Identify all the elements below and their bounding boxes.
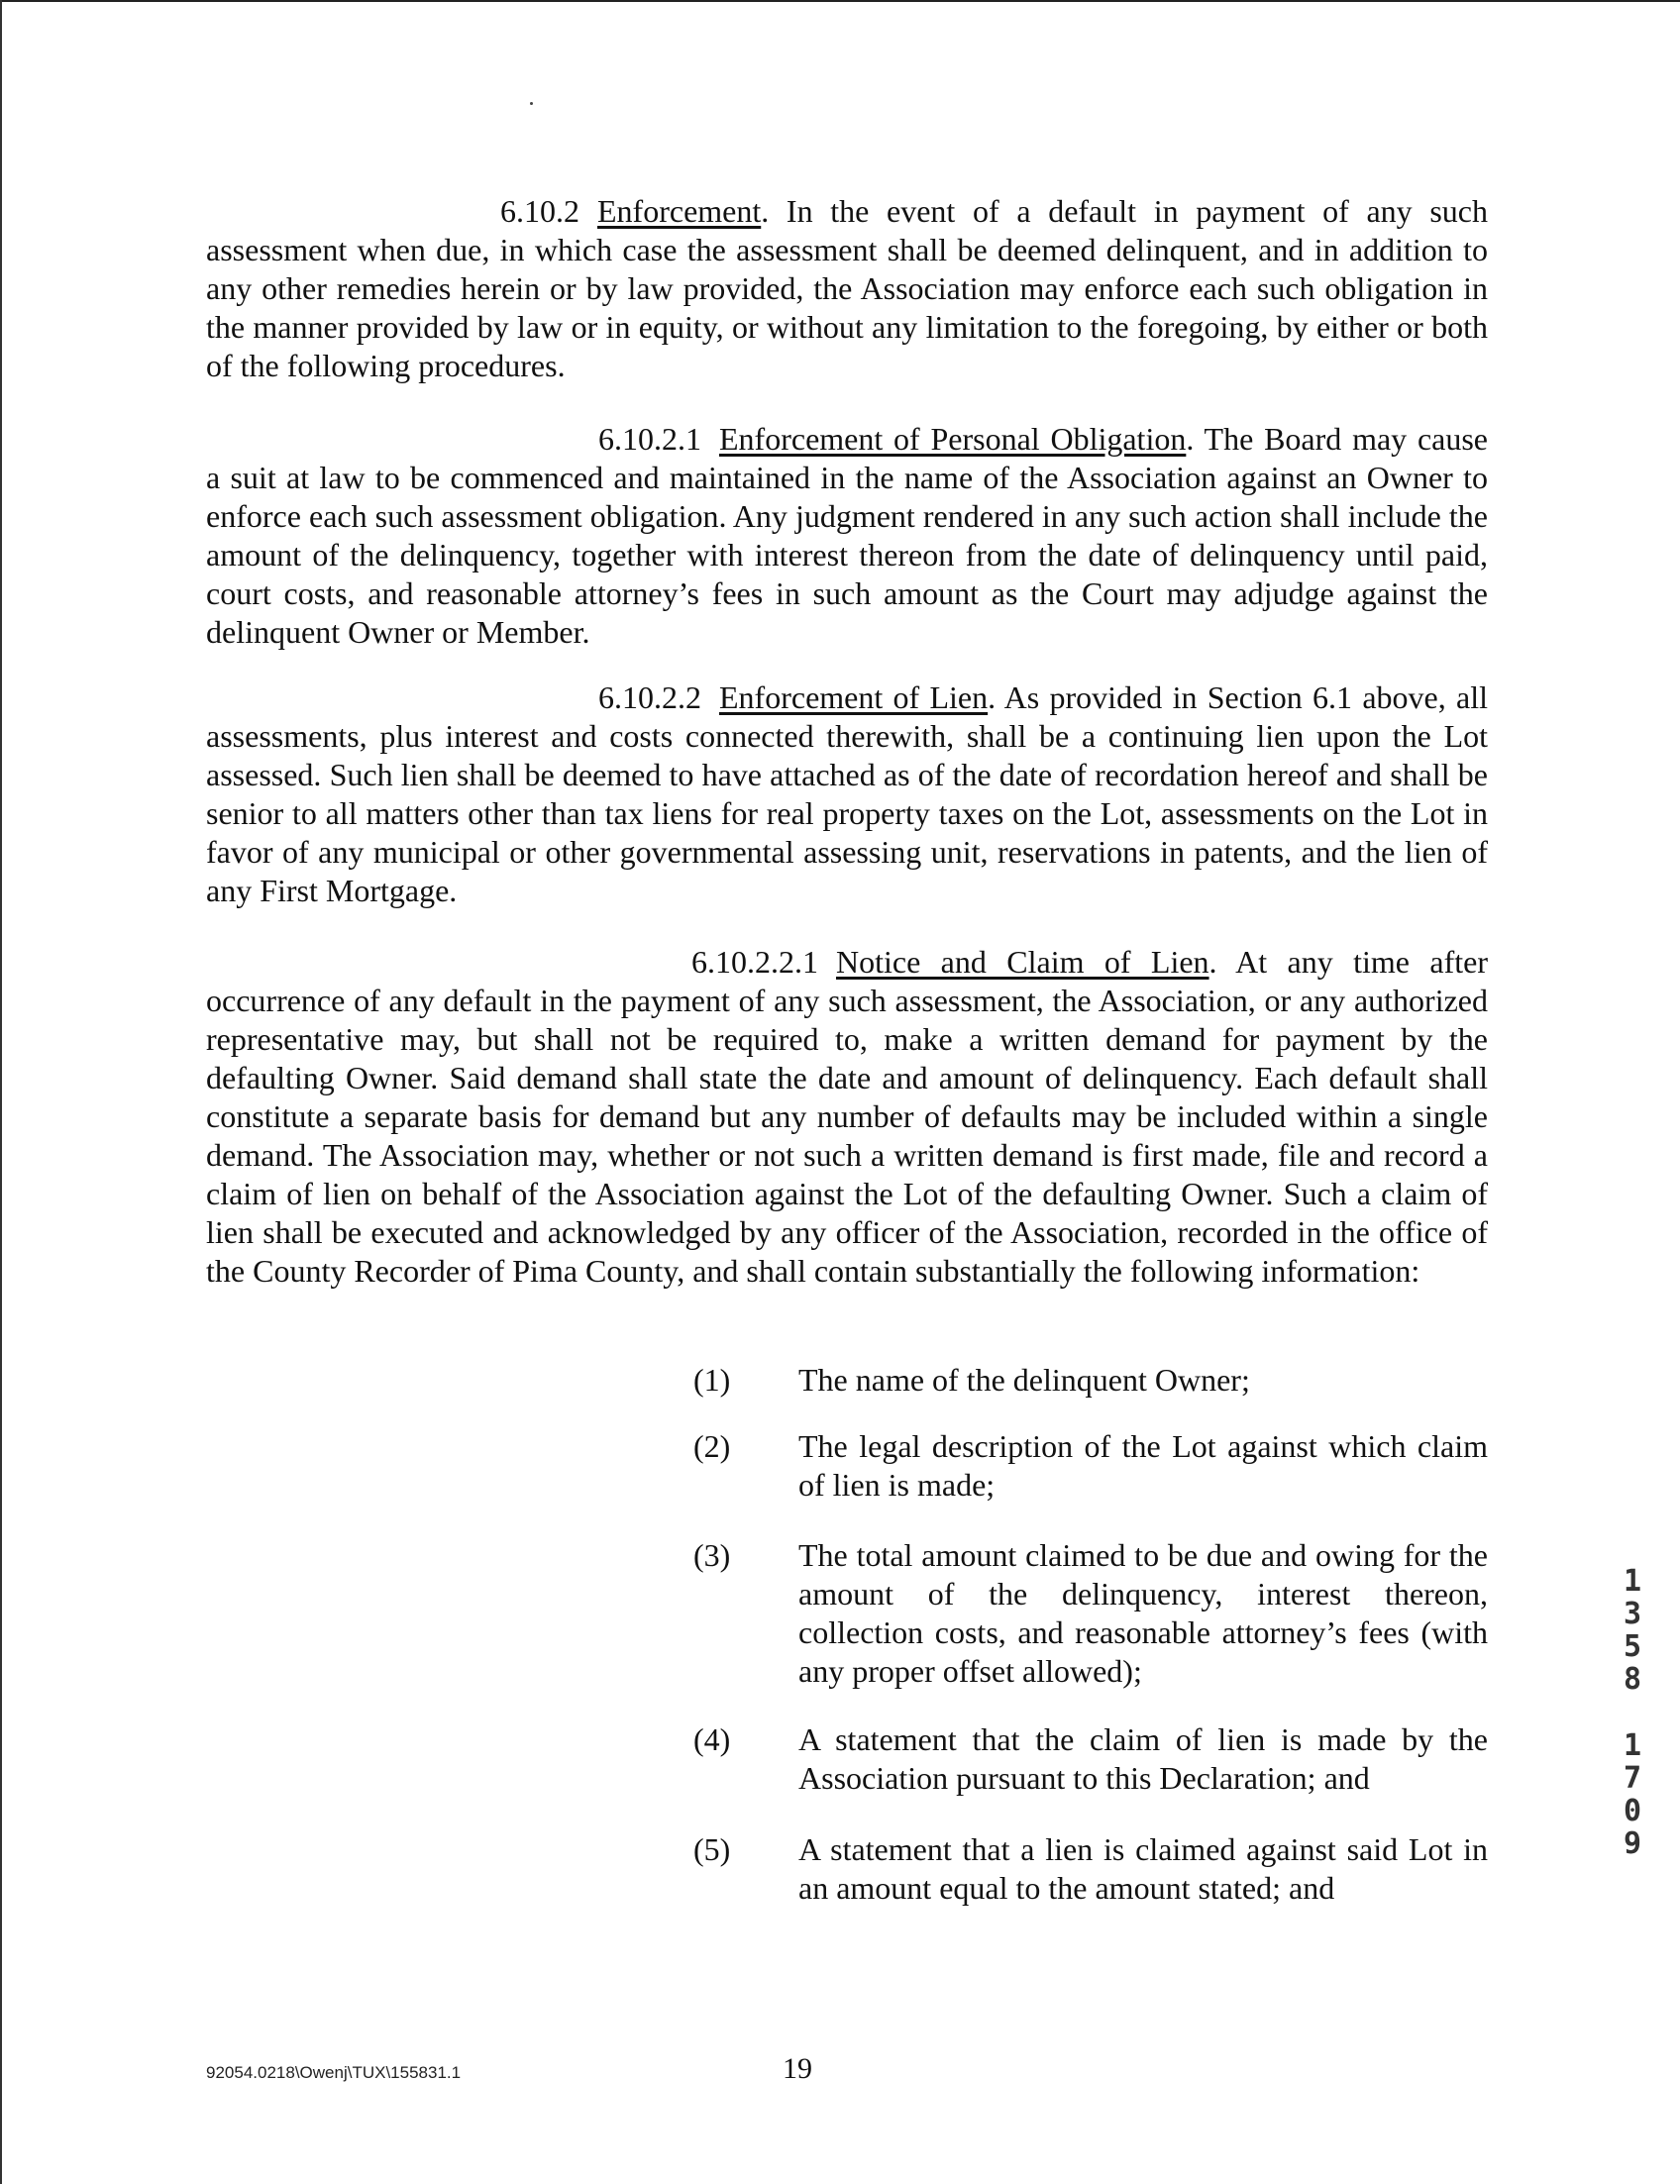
list-item-number: (3)	[693, 1537, 731, 1573]
stamp-digit: 9	[1623, 1826, 1642, 1861]
list-item	[693, 1536, 1488, 1691]
stamp-digit: 1	[1623, 1728, 1642, 1763]
section-6-10-2	[206, 192, 1488, 385]
section-number: 6.10.2.2.1	[691, 944, 818, 980]
section-number: 6.10.2	[500, 193, 579, 229]
section-heading: Enforcement of Lien	[719, 679, 989, 715]
section-6-10-2-2-1	[206, 943, 1488, 1291]
list-item	[693, 1830, 1488, 1908]
stamp-digit: 8	[1623, 1662, 1642, 1697]
scan-speck	[530, 102, 533, 105]
stamp-digit: 3	[1623, 1597, 1642, 1631]
section-body: . The Board may cause a suit at law to be commenced and maintained in the name of the Association against an Owner to enforce each such assessment obligation. Any judgment rendered in any such action shall include the amount of the delinquency, together with interest thereon from the date of delinquency until paid, court costs, and reasonable attorney’s fees in such amount as the Court may adjudge against the delinquent Owner or Member.	[206, 421, 1489, 650]
list-item-text: The legal description of the Lot against which claim of lien is made;	[798, 1428, 1488, 1503]
list-item-text: A statement that a lien is claimed against said Lot in an amount equal to the amount stated; and	[798, 1831, 1488, 1906]
recording-stamp	[1615, 1565, 1650, 1860]
section-heading: Notice and Claim of Lien	[836, 944, 1209, 980]
list-item-number: (5)	[693, 1831, 731, 1867]
stamp-gap	[1615, 1696, 1650, 1729]
scan-top-edge	[0, 0, 1680, 2]
stamp-digit: 7	[1623, 1761, 1642, 1796]
section-body: . As provided in Section 6.1 above, all assessments, plus interest and costs connected therewith, shall be a continuing lien upon the Lot assessed. Such lien shall be deemed to have attached as of the date of recordation hereof and shall be senior to all matters other than tax liens for real property taxes on the Lot, assessments on the Lot in favor of any municipal or other governmental assessing unit, reservations in patents, and the lien of any First Mortgage.	[206, 679, 1489, 908]
list-item	[693, 1720, 1488, 1798]
list-item	[693, 1361, 1488, 1400]
section-body: . In the event of a default in payment of any such assessment when due, in which case the assessment shall be deemed delinquent, and in addition to any other remedies herein or by law provided, the Association may enforce each such obligation in the manner provided by law or in equity, or without any limitation to the foregoing, by either or both of the following procedures.	[206, 193, 1488, 383]
section-6-10-2-1	[206, 420, 1488, 652]
list-item-number: (4)	[693, 1721, 731, 1757]
section-heading: Enforcement	[597, 193, 762, 229]
scan-left-edge	[0, 0, 2, 2184]
list-item-number: (2)	[693, 1428, 731, 1464]
list-item-text: The total amount claimed to be due and owing for the amount of the delinquency, interest thereon, collection costs, and reasonable attorney’s fees (with any proper offset allowed);	[798, 1537, 1488, 1689]
section-heading: Enforcement of Personal Obligation	[719, 421, 1187, 457]
page-number: 19	[783, 2052, 812, 2085]
list-item	[693, 1427, 1488, 1505]
section-6-10-2-2	[206, 678, 1488, 910]
footer-file-reference: 92054.0218\Owenj\TUX\155831.1	[206, 2063, 462, 2082]
section-number: 6.10.2.2	[598, 679, 701, 715]
stamp-digit: 5	[1623, 1629, 1642, 1664]
section-body: . At any time after occurrence of any default in the payment of any such assessment, the Association, or any authorized representative may, but shall not be required to, make a written demand for payment by the defaulting Owner. Said demand shall state the date and amount of delinquency. Each default shall constitute a separate basis for demand but any number of defaults may be included within a single demand. The Association may, whether or not such a written demand is first made, file and record a claim of lien on behalf of the Association against the Lot of the defaulting Owner. Such a claim of lien shall be executed and acknowledged by any officer of the Association, recorded in the office of the County Recorder of Pima County, and shall contain substantially the following information:	[206, 944, 1488, 1289]
section-number: 6.10.2.1	[598, 421, 701, 457]
stamp-digit: 1	[1623, 1564, 1642, 1599]
list-item-number: (1)	[693, 1362, 731, 1398]
list-item-text: A statement that the claim of lien is made by the Association pursuant to this Declaration; and	[798, 1721, 1488, 1796]
stamp-digit: 0	[1623, 1794, 1642, 1828]
list-item-text: The name of the delinquent Owner;	[798, 1362, 1250, 1398]
